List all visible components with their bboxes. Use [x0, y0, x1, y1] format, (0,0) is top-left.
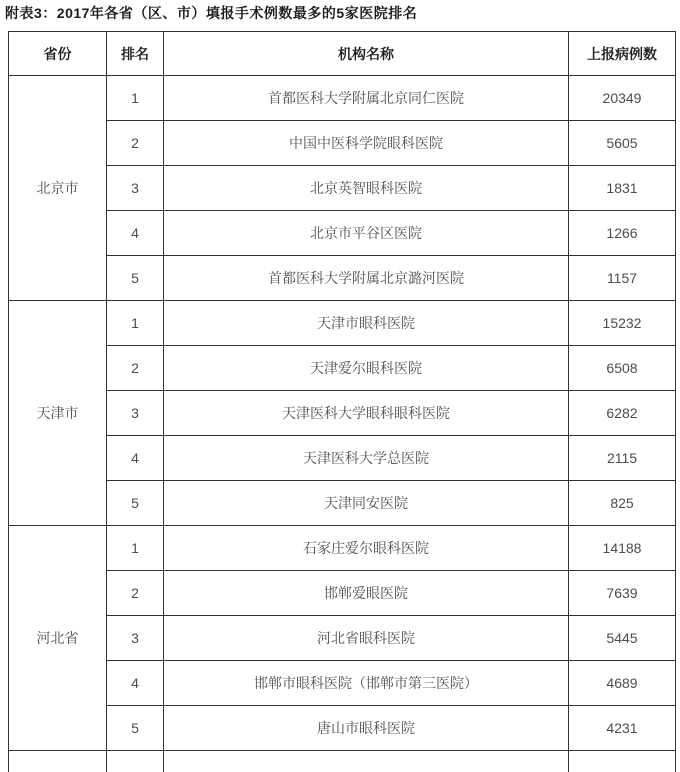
- table-row: [9, 256, 676, 301]
- table-row: [9, 526, 676, 571]
- hospital-cell: 唐山市眼科医院: [164, 706, 569, 751]
- table-row: [9, 211, 676, 256]
- cases-cell: 20349: [569, 76, 676, 121]
- table-row: [9, 616, 676, 661]
- cases-cell: 7639: [569, 571, 676, 616]
- province-cell: 北京市: [9, 76, 107, 301]
- cases-cell: 825: [569, 481, 676, 526]
- rank-cell: 2: [107, 571, 164, 616]
- rank-cell: 5: [107, 481, 164, 526]
- cases-cell: 2115: [569, 436, 676, 481]
- table-row-partial: [9, 751, 676, 772]
- cases-cell: 4689: [569, 661, 676, 706]
- rank-cell: 1: [107, 526, 164, 571]
- cases-cell: 5605: [569, 121, 676, 166]
- cases-cell: 14188: [569, 526, 676, 571]
- hospital-cell: 北京英智眼科医院: [164, 166, 569, 211]
- rank-cell: 1: [107, 76, 164, 121]
- table-header-row: [9, 32, 676, 76]
- rank-cell: 3: [107, 391, 164, 436]
- cases-cell: 15232: [569, 301, 676, 346]
- column-header-rank: 排名: [107, 32, 164, 76]
- cases-cell: 6508: [569, 346, 676, 391]
- hospital-cell: 石家庄爱尔眼科医院: [164, 526, 569, 571]
- rank-cell: 2: [107, 121, 164, 166]
- cases-cell: [569, 751, 676, 772]
- table-row: [9, 76, 676, 121]
- province-cell: [9, 751, 107, 772]
- rank-cell: 5: [107, 256, 164, 301]
- province-cell: 河北省: [9, 526, 107, 751]
- table-row: [9, 661, 676, 706]
- table-row: [9, 121, 676, 166]
- cases-cell: 1266: [569, 211, 676, 256]
- hospital-cell: 天津爱尔眼科医院: [164, 346, 569, 391]
- cases-cell: 1157: [569, 256, 676, 301]
- table-row: [9, 571, 676, 616]
- hospital-cell: 北京市平谷区医院: [164, 211, 569, 256]
- column-header-cases: 上报病例数: [569, 32, 676, 76]
- rank-cell: 2: [107, 346, 164, 391]
- rank-cell: [107, 751, 164, 772]
- rank-cell: 5: [107, 706, 164, 751]
- table-row: [9, 166, 676, 211]
- hospital-cell: 邯郸爱眼医院: [164, 571, 569, 616]
- hospital-cell: 首都医科大学附属北京潞河医院: [164, 256, 569, 301]
- column-header-institution: 机构名称: [164, 32, 569, 76]
- hospital-cell: 邯郸市眼科医院（邯郸市第三医院）: [164, 661, 569, 706]
- page-title: 附表3：2017年各省（区、市）填报手术例数最多的5家医院排名: [5, 5, 418, 21]
- rank-cell: 4: [107, 661, 164, 706]
- table-row: [9, 481, 676, 526]
- rank-cell: 3: [107, 166, 164, 211]
- table-row: [9, 301, 676, 346]
- hospital-cell: 首都医科大学附属北京同仁医院: [164, 76, 569, 121]
- rank-cell: 1: [107, 301, 164, 346]
- hospital-cell: 河北省眼科医院: [164, 616, 569, 661]
- hospital-cell: 天津医科大学眼科眼科医院: [164, 391, 569, 436]
- rank-cell: 4: [107, 436, 164, 481]
- table-row: [9, 436, 676, 481]
- hospital-cell: 中国中医科学院眼科医院: [164, 121, 569, 166]
- table-row: [9, 706, 676, 751]
- cases-cell: 5445: [569, 616, 676, 661]
- rank-cell: 4: [107, 211, 164, 256]
- hospital-cell: [164, 751, 569, 772]
- hospital-ranking-table: [8, 31, 676, 772]
- cases-cell: 1831: [569, 166, 676, 211]
- hospital-cell: 天津市眼科医院: [164, 301, 569, 346]
- cases-cell: 6282: [569, 391, 676, 436]
- rank-cell: 3: [107, 616, 164, 661]
- hospital-cell: 天津同安医院: [164, 481, 569, 526]
- table-row: [9, 346, 676, 391]
- table-row: [9, 391, 676, 436]
- cases-cell: 4231: [569, 706, 676, 751]
- province-cell: 天津市: [9, 301, 107, 526]
- hospital-cell: 天津医科大学总医院: [164, 436, 569, 481]
- column-header-province: 省份: [9, 32, 107, 76]
